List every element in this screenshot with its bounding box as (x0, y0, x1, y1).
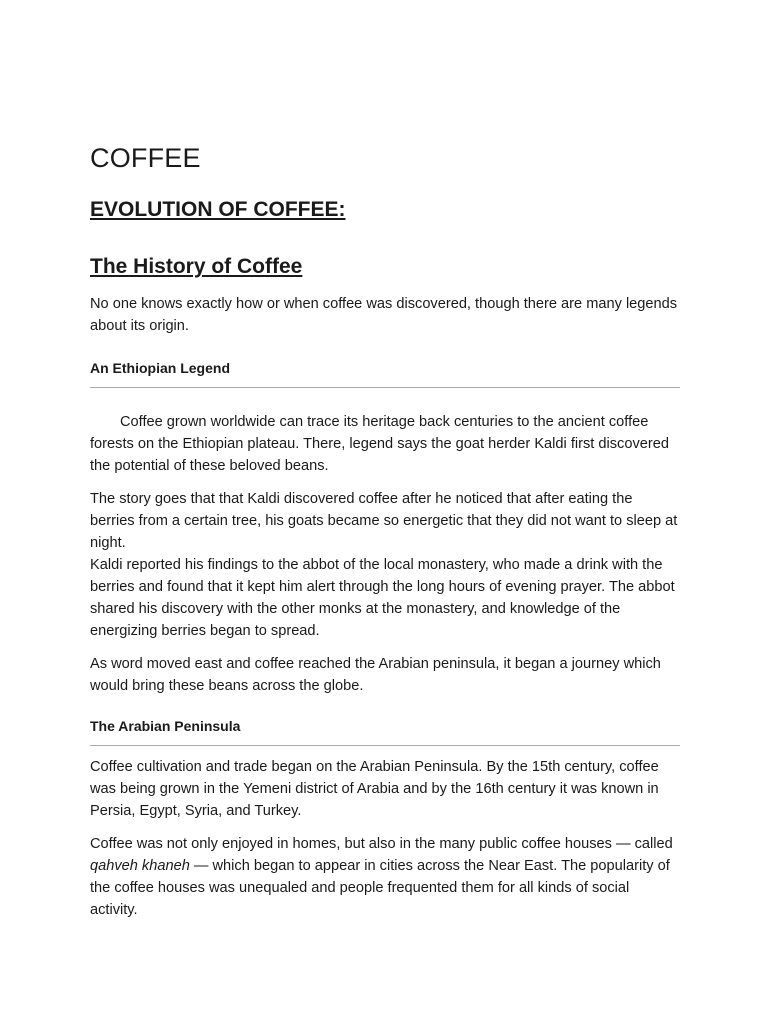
ethiopian-divider (90, 387, 680, 388)
ethiopian-paragraph-3: As word moved east and coffee reached the Arabian peninsula, it began a journey which would bring these beans across the globe. (90, 656, 661, 694)
ethiopian-paragraph-2b-text: Kaldi reported his findings to the abbot of the local monastery, who made a drink with the berries and found that it kept him alert through the long hours of evening prayer. The abbot shared his discovery with the other monks at the monastery, and knowledge of the energizing berries began to spread. (90, 557, 675, 639)
document-title: COFFEE (90, 143, 201, 173)
ethiopian-paragraph-1-text: Coffee grown worldwide can trace its heritage back centuries to the ancient coffee forests on the Ethiopian plateau. There, legend says the goat herder Kaldi first discovered the potential of these beloved beans. (90, 414, 669, 474)
arabian-peninsula-heading: The Arabian Peninsula (90, 718, 241, 734)
section-title: EVOLUTION OF COFFEE: (90, 198, 346, 221)
intro-paragraph: No one knows exactly how or when coffee was discovered, though there are many legends about its origin. (90, 296, 678, 334)
ethiopian-legend-heading: An Ethiopian Legend (90, 360, 230, 376)
arabian-paragraph-2-text-before: Coffee was not only enjoyed in homes, but also in the many public coffee houses — called (90, 836, 673, 852)
arabian-paragraph-2 (90, 833, 680, 921)
arabian-divider (90, 745, 680, 746)
qahveh-khaneh-term: qahveh khaneh (90, 858, 190, 874)
history-title: The History of Coffee (90, 255, 303, 278)
ethiopian-paragraph-2a-text: The story goes that that Kaldi discovered coffee after he noticed that after eating the berries from a certain tree, his goats became so energetic that they did not want to sleep at night. (90, 491, 678, 551)
ethiopian-paragraph-2 (90, 488, 680, 642)
ethiopian-paragraph-1 (90, 411, 680, 477)
arabian-paragraph-2-text-after: — which began to appear in cities across the Near East. The popularity of the coffee houses was unequaled and people frequented them for all kinds of social activity. (90, 858, 670, 918)
arabian-paragraph-1: Coffee cultivation and trade began on the Arabian Peninsula. By the 15th century, coffee was being grown in the Yemeni district of Arabia and by the 16th century it was known in Persia, Egypt, Syria, and Turkey. (90, 759, 659, 819)
